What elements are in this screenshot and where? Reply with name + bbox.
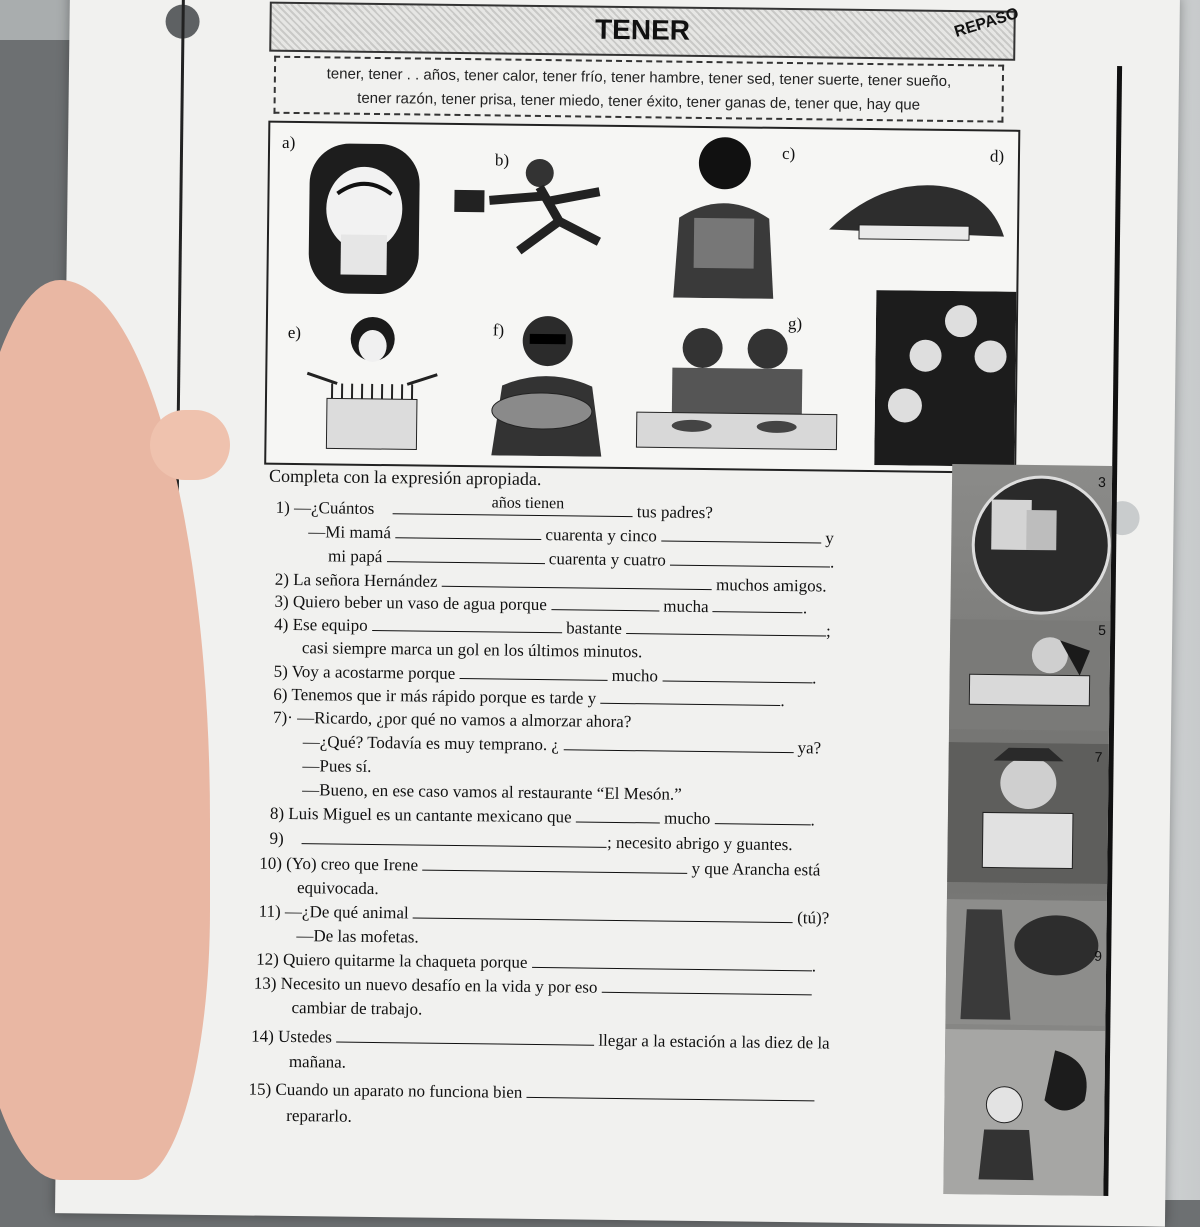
exercise-line-11b: —De las mofetas. [296, 926, 419, 947]
side-number: 9 [1094, 947, 1103, 964]
picture-label-e: e) [287, 322, 302, 343]
exercise-line-7a: 7)· —Ricardo, ¿por qué no vamos a almorzar ahora? [272, 707, 632, 732]
picture-panel [264, 121, 1020, 474]
side-number: 3 [1097, 473, 1106, 490]
exercise-line-7d: —Bueno, en ese caso vamos al restaurante “El Mesón.” [302, 780, 682, 804]
line-text: 13) Necesito un nuevo desafío en la vida y por eso [253, 973, 598, 997]
line-text: cuarenta y cuatro [548, 549, 666, 570]
picture-label-d: d) [989, 146, 1005, 166]
line-text: tus padres? [636, 502, 713, 523]
worksheet-page [55, 0, 1180, 1227]
answer-blank[interactable] [422, 856, 687, 874]
line-text: 10) (Yo) creo que Irene [259, 853, 419, 875]
line-text: y que Arancha está [691, 858, 821, 880]
running-man-illustration [449, 150, 660, 263]
line-text: 2) La señora Hernández [274, 569, 438, 591]
band-group-illustration [874, 290, 1016, 467]
line-text: 1) —¿Cuántos [275, 497, 375, 518]
answer-blank[interactable] [563, 735, 793, 753]
answer-blank[interactable] [527, 1083, 815, 1102]
line-text: llegar a la estación a las diez de la [598, 1030, 830, 1053]
exercise-line-4 [274, 615, 831, 642]
line-text: 4) Ese equipo [274, 614, 368, 635]
exercise-line-4b: casi siempre marca un gol en los últimos minutos. [301, 638, 643, 662]
line-text: 15) Cuando un aparato no funciona bien [248, 1079, 523, 1102]
scared-person-illustration [288, 138, 440, 300]
skunk-and-boy-illustration [943, 1029, 1105, 1196]
line-text: . [810, 810, 815, 830]
men-eating-illustration [631, 317, 843, 455]
person-carrying-items-illustration [653, 127, 795, 299]
line-text: . [780, 690, 785, 711]
line-text: 5) Voy a acostarme porque [273, 661, 456, 683]
handwritten-answer: años tienen [491, 494, 565, 513]
exercise-line-1b [308, 522, 834, 548]
answer-blank[interactable] [551, 595, 659, 611]
exercise-line-14b: mañana. [288, 1051, 347, 1072]
answer-blank[interactable] [661, 526, 821, 543]
answer-blank[interactable] [442, 572, 712, 590]
line-text: —Mi mamá [308, 522, 392, 543]
line-text: 8) Luis Miguel es un cantante mexicano que [269, 803, 572, 827]
answer-blank[interactable] [413, 903, 793, 923]
line-text: cuarenta y cinco [545, 525, 657, 546]
exercise-line-7c: —Pues sí. [302, 756, 372, 776]
holding-finger [150, 410, 230, 480]
line-text: . [830, 552, 835, 572]
answer-blank[interactable] [670, 551, 830, 568]
line-text: mi papá [327, 546, 383, 567]
line-text: mucho [663, 808, 711, 829]
line-text: mucho [611, 665, 659, 686]
word-bank-line: tener razón, tener prisa, tener miedo, tener éxito, tener ganas de, tener que, hay que [357, 89, 921, 114]
answer-blank[interactable] [336, 1028, 594, 1046]
exercise-line-9 [269, 829, 792, 855]
answer-blank[interactable] [387, 547, 545, 564]
exercise-line-10 [259, 854, 820, 881]
word-bank-line: tener, tener . . años, tener calor, tener frío, tener hambre, tener sed, tener suerte, tener sueño, [326, 65, 952, 90]
word-bank [273, 56, 1004, 123]
answer-blank[interactable] [713, 597, 803, 613]
exercise-line-1c [328, 546, 835, 572]
coat-and-hat-illustration [945, 899, 1107, 1026]
exercise-line-12 [256, 950, 816, 977]
line-text: mucha [663, 596, 709, 617]
line-text: ; [826, 621, 831, 641]
answer-blank[interactable] [532, 953, 812, 971]
page-title: TENER [594, 13, 691, 46]
answer-blank[interactable] [459, 664, 607, 681]
exercise-line-15b: repararlo. [286, 1105, 352, 1126]
line-text: 11) —¿De qué animal [258, 901, 409, 923]
answer-blank[interactable] [395, 523, 541, 540]
man-with-fish-illustration [476, 305, 618, 457]
birthday-cake-illustration [296, 303, 448, 455]
picture-label-b: b) [494, 150, 510, 170]
picture-label-a: a) [281, 132, 296, 152]
line-text: 9) [269, 828, 284, 848]
answer-blank[interactable] [715, 809, 811, 825]
answer-blank[interactable] [626, 619, 826, 636]
picture-label-g: g) [787, 314, 803, 334]
line-text: y [825, 528, 834, 548]
line-text: bastante [566, 618, 623, 639]
exercise-line-14 [251, 1027, 830, 1054]
line-text: 3) Quiero beber un vaso de agua porque [274, 591, 547, 615]
exercise-line-13 [254, 974, 812, 1001]
exercise-instruction: Completa con la expresión apropiada. [268, 465, 542, 490]
exercise-line-7b [303, 732, 822, 758]
answer-blank[interactable] [602, 978, 812, 996]
person-in-bed-illustration [949, 619, 1110, 731]
exercise-line-13b: cambiar de trabajo. [291, 998, 423, 1019]
exercise-line-10b: equivocada. [296, 878, 379, 899]
line-text: . [812, 668, 817, 688]
line-text: muchos amigos. [715, 575, 827, 596]
exercise-line-11 [259, 902, 830, 929]
line-text: . [802, 598, 808, 618]
exercise-line-15 [248, 1079, 814, 1106]
line-text: 12) Quiero quitarme la chaqueta porque [256, 949, 528, 972]
line-text: . [811, 956, 817, 976]
repaso-badge: REPASO [952, 4, 1021, 41]
picture-label-f: f) [492, 320, 505, 340]
line-text: 14) Ustedes [251, 1026, 333, 1047]
side-number: 7 [1094, 748, 1103, 765]
answer-blank[interactable] [662, 667, 812, 684]
answer-blank[interactable] [600, 689, 780, 706]
clock-illustration [950, 469, 1112, 631]
line-text: ; necesito abrigo y guantes. [606, 832, 793, 855]
exercise-line-3 [274, 592, 807, 619]
exercise-line-8 [270, 804, 815, 831]
man-eating-illustration [947, 742, 1109, 884]
line-text: ya? [797, 738, 822, 758]
answer-blank[interactable] [302, 829, 607, 848]
side-number: 5 [1098, 621, 1107, 638]
line-text: 6) Tenemos que ir más rápido porque es tarde y [273, 684, 597, 708]
exercise-line-6 [273, 685, 785, 711]
line-text: —¿Qué? Todavía es muy temprano. ¿ [302, 732, 560, 755]
picture-label-c: c) [781, 143, 796, 164]
title-bar [269, 2, 1021, 61]
sleeping-person-illustration [819, 159, 1010, 251]
answer-blank[interactable] [576, 807, 660, 823]
line-text: (tú)? [797, 908, 830, 928]
answer-blank[interactable] [372, 616, 562, 633]
exercise-line-5 [274, 662, 817, 689]
